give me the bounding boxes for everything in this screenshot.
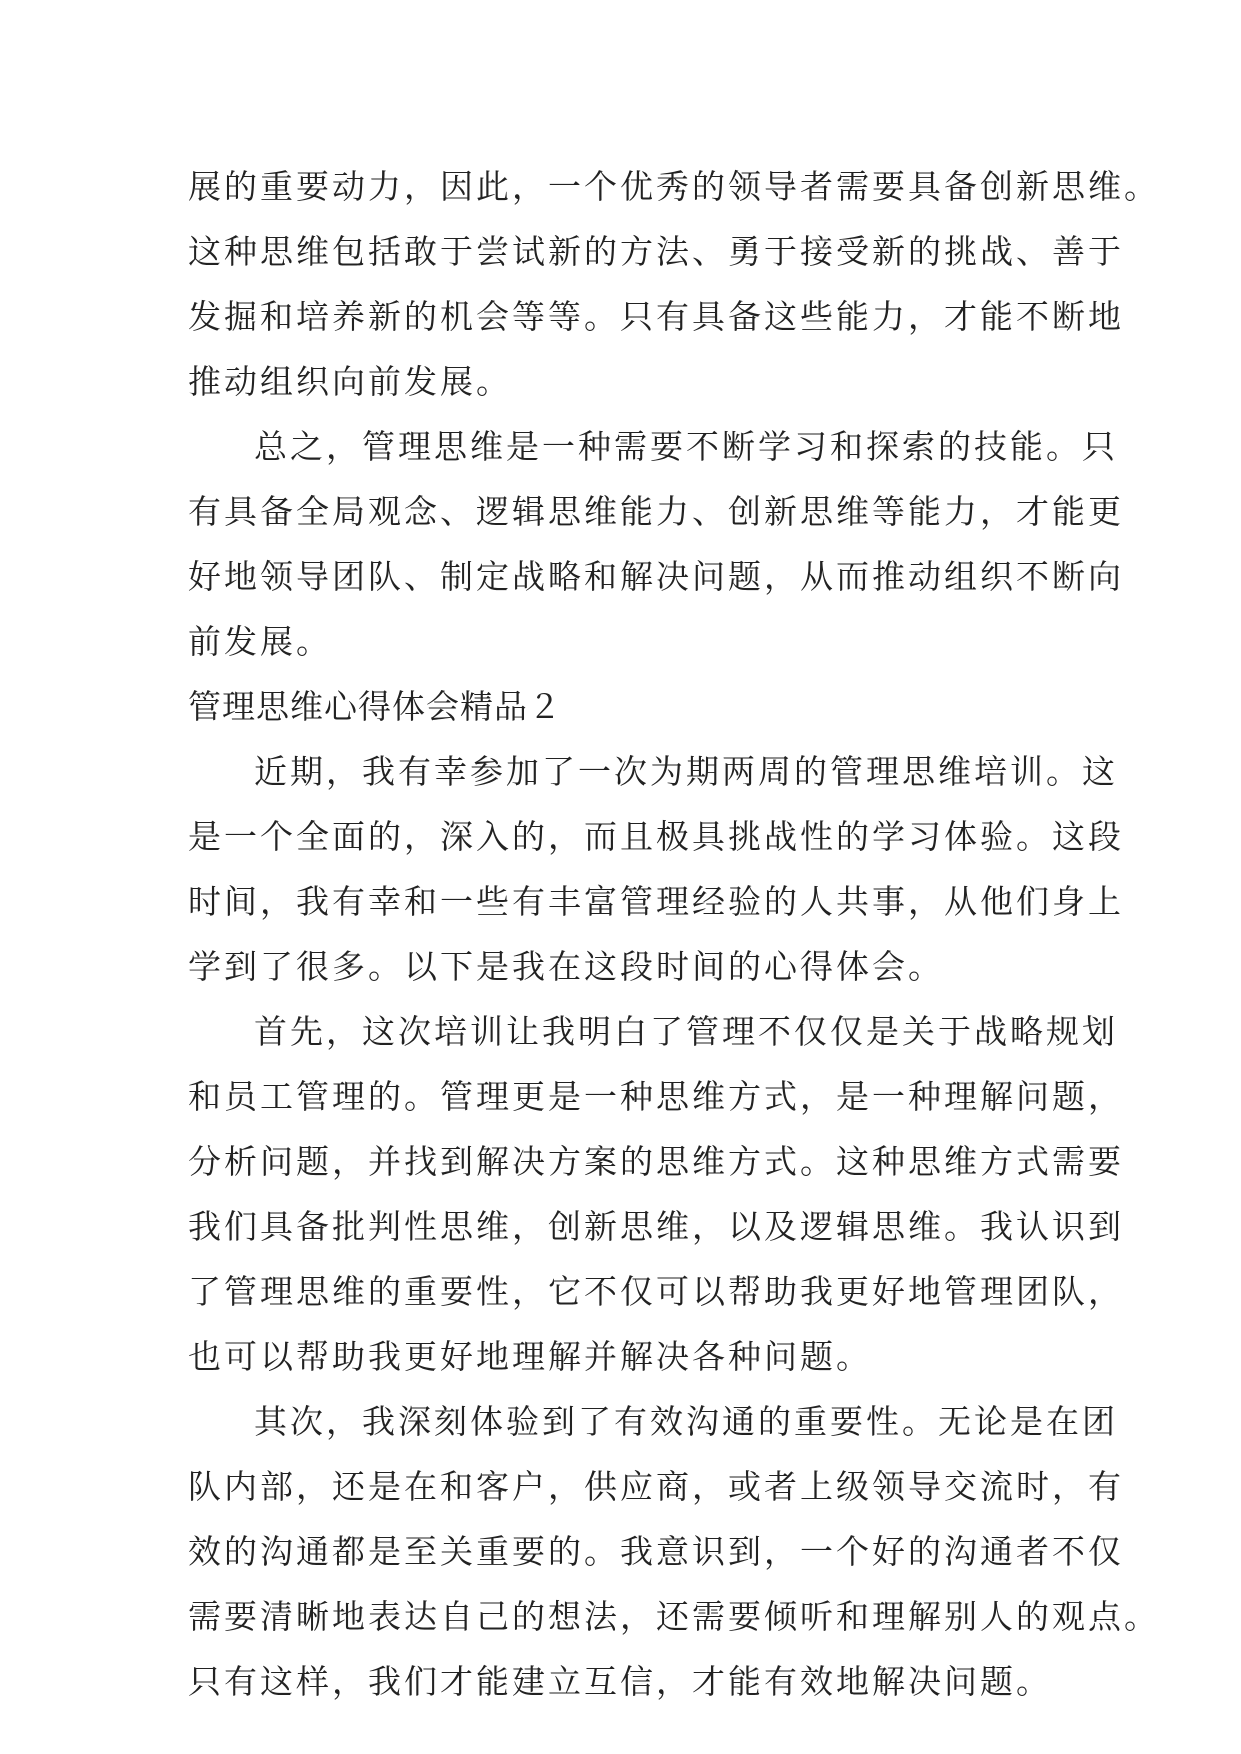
text-line: 我们具备批判性思维，创新思维，以及逻辑思维。我认识到 [188,1207,1124,1246]
text-line: 有具备全局观念、逻辑思维能力、创新思维等能力，才能更 [188,492,1124,531]
paragraph-first-line: 近期，我有幸参加了一次为期两周的管理思维培训。这 [254,752,1118,791]
text-line: 需要清晰地表达自己的想法，还需要倾听和理解别人的观点。 [188,1597,1160,1636]
text-line: 时间，我有幸和一些有丰富管理经验的人共事，从他们身上 [188,882,1124,921]
section-heading: 管理思维心得体会精品２ [188,687,562,726]
document-body [188,154,1160,1714]
text-line: 效的沟通都是至关重要的。我意识到，一个好的沟通者不仅 [188,1532,1124,1571]
paragraph-first-line: 总之，管理思维是一种需要不断学习和探索的技能。只 [254,427,1118,466]
text-line: 推动组织向前发展。 [188,362,512,401]
text-line: 只有这样，我们才能建立互信，才能有效地解决问题。 [188,1662,1052,1701]
text-line: 和员工管理的。管理更是一种思维方式，是一种理解问题， [188,1077,1124,1116]
paragraph-first-line: 其次，我深刻体验到了有效沟通的重要性。无论是在团 [254,1402,1118,1441]
paragraph-first-line: 首先，这次培训让我明白了管理不仅仅是关于战略规划 [254,1012,1118,1051]
text-line: 也可以帮助我更好地理解并解决各种问题。 [188,1337,872,1376]
text-line: 学到了很多。以下是我在这段时间的心得体会。 [188,947,944,986]
text-line: 分析问题，并找到解决方案的思维方式。这种思维方式需要 [188,1142,1124,1181]
text-line: 是一个全面的，深入的，而且极具挑战性的学习体验。这段 [188,817,1124,856]
text-line: 了管理思维的重要性，它不仅可以帮助我更好地管理团队， [188,1272,1124,1311]
text-line: 展的重要动力，因此，一个优秀的领导者需要具备创新思维。 [188,167,1160,206]
text-line: 发掘和培养新的机会等等。只有具备这些能力，才能不断地 [188,297,1124,336]
text-line: 好地领导团队、制定战略和解决问题，从而推动组织不断向 [188,557,1124,596]
text-line: 这种思维包括敢于尝试新的方法、勇于接受新的挑战、善于 [188,232,1124,271]
text-line: 队内部，还是在和客户，供应商，或者上级领导交流时，有 [188,1467,1124,1506]
text-line: 前发展。 [188,622,332,661]
